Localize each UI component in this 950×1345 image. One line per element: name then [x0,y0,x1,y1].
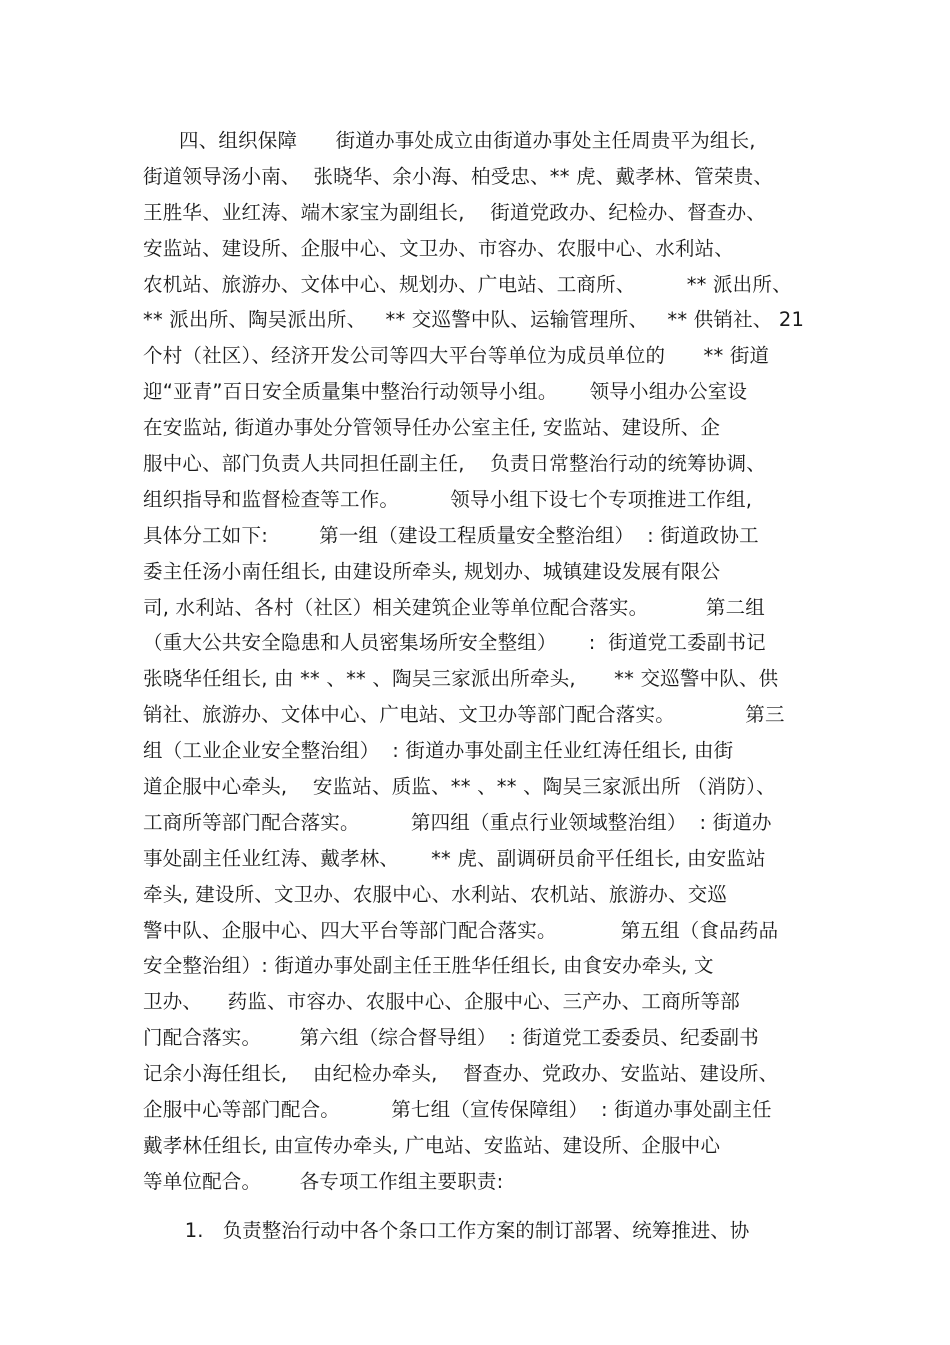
text-line: 等单位配合。 各专项工作组主要职责: [143,1169,504,1193]
list-item [160,1177,750,1242]
text-line: 服中心、部门负责人共同担任副主任, 负责日常整治行动的统筹协调、 [143,452,766,476]
text-line: 在安监站, 街道办事处分管领导任办公室主任, 安监站、建设所、企 [143,416,721,440]
text-line: 王胜华、业红涛、端木家宝为副组长, 街道党政办、纪检办、督查办、 [143,200,766,224]
text-line: 街道领导汤小南、 张晓华、余小海、柏受忠、** 虎、戴孝林、管荣贵、 [143,164,774,188]
text-line: 农机站、旅游办、文体中心、规划办、广电站、工商所、 ** 派出所、 [143,272,792,296]
text-line: 门配合落实。 第六组（综合督导组） : 街道党工委委员、纪委副书 [143,1026,759,1050]
text-line: 牵头, 建设所、文卫办、农服中心、水利站、农机站、旅游办、交巡 [143,882,728,906]
text-line: 事处副主任业红涛、戴孝林、 ** 虎、副调研员俞平任组长, 由安监站 [143,846,766,870]
text-line: 安全整治组）: 街道办事处副主任王胜华任组长, 由食安办牵头, 文 [143,954,714,978]
list-number: 1. [184,1219,204,1242]
text-line: 具体分工如下: 第一组（建设工程质量安全整治组） : 街道政协工 [143,523,759,547]
text-line: 委主任汤小南任组长, 由建设所牵头, 规划办、城镇建设发展有限公 [143,559,721,583]
text-line: 个村（社区）、经济开发公司等四大平台等单位为成员单位的 ** 街道 [143,344,770,368]
text-line: 张晓华任组长, 由 ** 、** 、陶吴三家派出所牵头, ** 交巡警中队、供 [143,667,779,691]
text-line: （重大公共安全隐患和人员密集场所安全整组） : 街道党工委副书记 [143,631,766,655]
list-item-text: 负责整治行动中各个条口工作方案的制订部署、统筹推进、协 [222,1219,750,1242]
text-line: 销社、旅游办、文体中心、广电站、文卫办等部门配合落实。 第三 [143,703,785,727]
text-line: 组（工业企业安全整治组） : 街道办事处副主任业红涛任组长, 由街 [143,739,734,763]
body-text [143,123,823,1200]
text-line: 组织指导和监督检查等工作。 领导小组下设七个专项推进工作组, [143,487,753,511]
text-line: 戴孝林任组长, 由宣传办牵头, 广电站、安监站、建设所、企服中心 [143,1133,721,1157]
text-line: 迎“亚青”百日安全质量集中整治行动领导小组。 领导小组办公室设 [143,380,748,404]
text-line: 四、组织保障 街道办事处成立由街道办事处主任周贵平为组长, [179,129,756,152]
text-line: 卫办、 药监、市容办、农服中心、企服中心、三产办、工商所等部 [143,990,740,1014]
text-line: 安监站、建设所、企服中心、文卫办、市容办、农服中心、水利站、 [143,236,735,260]
text-line: 警中队、企服中心、四大平台等部门配合落实。 第五组（食品药品 [143,918,779,942]
text-line: 记余小海任组长, 由纪检办牵头, 督查办、党政办、安监站、建设所、 [143,1062,779,1086]
text-line: 企服中心等部门配合。 第七组（宣传保障组） : 街道办事处副主任 [143,1098,772,1122]
text-line: 工商所等部门配合落实。 第四组（重点行业领域整治组） : 街道办 [143,810,772,834]
text-line: ** 派出所、陶吴派出所、 ** 交巡警中队、运输管理所、 ** 供销社、 21 [143,308,805,332]
text-line: 司, 水利站、各村（社区）相关建筑企业等单位配合落实。 第二组 [143,595,765,619]
text-line: 道企服中心牵头, 安监站、质监、** 、** 、陶吴三家派出所 （消防）、 [143,775,776,799]
